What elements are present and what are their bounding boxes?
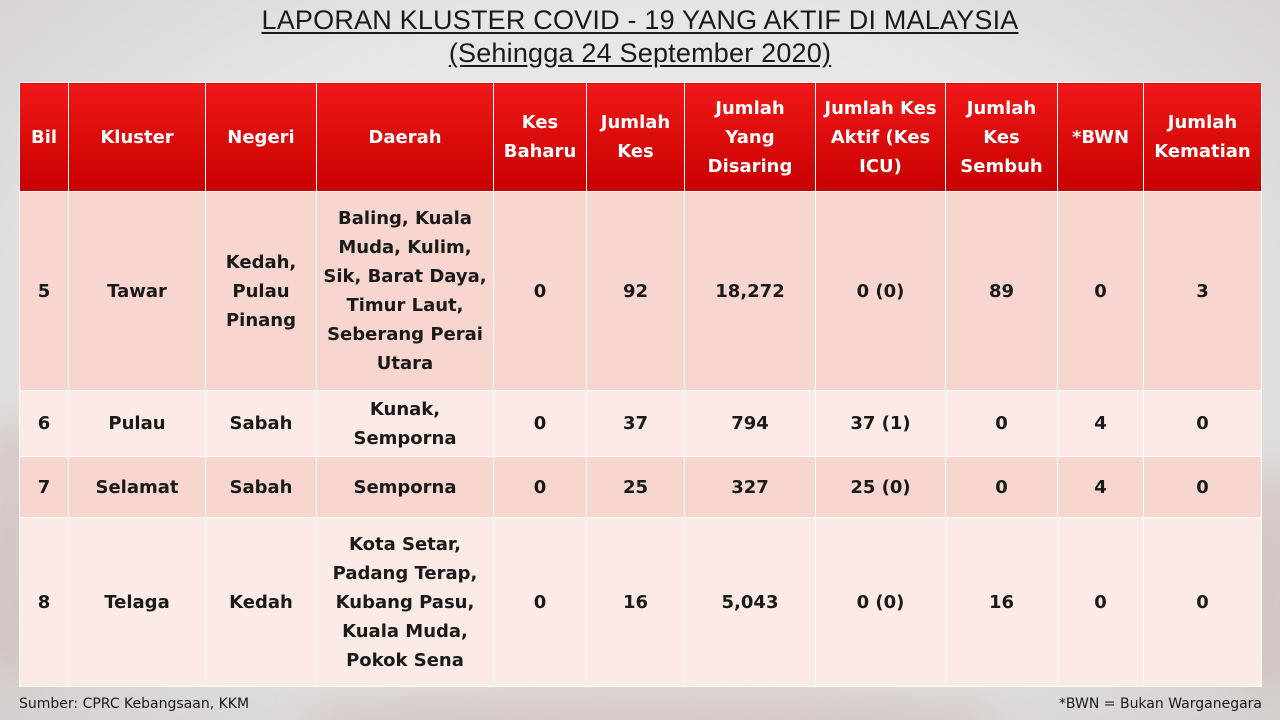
cell-kes-baharu: 0 [494, 457, 587, 518]
cell-jumlah-kes: 92 [587, 192, 685, 391]
cell-daerah: Kota Setar, Padang Terap, Kubang Pasu, Kuala Muda, Pokok Sena [317, 518, 494, 687]
cell-kes-sembuh: 0 [946, 457, 1058, 518]
cell-jumlah-kes: 25 [587, 457, 685, 518]
header-bil: Bil [20, 83, 69, 192]
cell-negeri: Kedah [206, 518, 317, 687]
table-row [20, 457, 1262, 518]
header-kematian: Jumlah Kematian [1144, 83, 1262, 192]
cell-kluster: Pulau [69, 391, 206, 457]
cell-kes-sembuh: 89 [946, 192, 1058, 391]
header-kes-sembuh: Jumlah Kes Sembuh [946, 83, 1058, 192]
header-kluster: Kluster [69, 83, 206, 192]
cell-kematian: 0 [1144, 457, 1262, 518]
title-date: (Sehingga 24 September 2020) [448, 38, 832, 68]
title-main: LAPORAN KLUSTER COVID - 19 YANG AKTIF DI MALAYSIA [261, 5, 1019, 35]
cell-kes-aktif: 37 (1) [816, 391, 946, 457]
cell-kematian: 3 [1144, 192, 1262, 391]
cell-kluster: Tawar [69, 192, 206, 391]
cell-bwn: 4 [1058, 457, 1144, 518]
header-jumlah-kes: Jumlah Kes [587, 83, 685, 192]
cell-kes-baharu: 0 [494, 518, 587, 687]
cell-kes-sembuh: 16 [946, 518, 1058, 687]
cell-bil: 5 [20, 192, 69, 391]
cell-kes-baharu: 0 [494, 391, 587, 457]
cell-negeri: Kedah, Pulau Pinang [206, 192, 317, 391]
cell-jumlah-disaring: 5,043 [685, 518, 816, 687]
cell-jumlah-disaring: 18,272 [685, 192, 816, 391]
header-daerah: Daerah [317, 83, 494, 192]
cell-kematian: 0 [1144, 391, 1262, 457]
cell-bwn: 4 [1058, 391, 1144, 457]
cell-negeri: Sabah [206, 457, 317, 518]
cell-kluster: Telaga [69, 518, 206, 687]
cell-bwn: 0 [1058, 192, 1144, 391]
cell-daerah: Semporna [317, 457, 494, 518]
cell-jumlah-disaring: 327 [685, 457, 816, 518]
background-decoration [300, 690, 1000, 720]
bwn-legend: *BWN = Bukan Warganegara [1058, 696, 1262, 712]
header-negeri: Negeri [206, 83, 317, 192]
cell-kes-aktif: 25 (0) [816, 457, 946, 518]
cell-jumlah-disaring: 794 [685, 391, 816, 457]
cell-bil: 6 [20, 391, 69, 457]
cell-kes-aktif: 0 (0) [816, 518, 946, 687]
cell-daerah: Baling, Kuala Muda, Kulim, Sik, Barat Daya, Timur Laut, Seberang Perai Utara [317, 192, 494, 391]
cell-negeri: Sabah [206, 391, 317, 457]
header-kes-aktif: Jumlah Kes Aktif (Kes ICU) [816, 83, 946, 192]
header-bwn: *BWN [1058, 83, 1144, 192]
cell-bil: 7 [20, 457, 69, 518]
table-row [20, 192, 1262, 391]
cell-bil: 8 [20, 518, 69, 687]
cell-kes-sembuh: 0 [946, 391, 1058, 457]
table-row [20, 391, 1262, 457]
table-header-row [20, 83, 1262, 192]
cluster-table [19, 82, 1262, 687]
cell-jumlah-kes: 16 [587, 518, 685, 687]
source-note: Sumber: CPRC Kebangsaan, KKM [19, 696, 250, 712]
header-jumlah-disaring: Jumlah Yang Disaring [685, 83, 816, 192]
cell-daerah: Kunak, Semporna [317, 391, 494, 457]
cell-kematian: 0 [1144, 518, 1262, 687]
cell-kes-aktif: 0 (0) [816, 192, 946, 391]
report-title [0, 4, 1280, 70]
table-row [20, 518, 1262, 687]
cell-kluster: Selamat [69, 457, 206, 518]
header-kes-baharu: Kes Baharu [494, 83, 587, 192]
cell-jumlah-kes: 37 [587, 391, 685, 457]
cell-kes-baharu: 0 [494, 192, 587, 391]
cell-bwn: 0 [1058, 518, 1144, 687]
